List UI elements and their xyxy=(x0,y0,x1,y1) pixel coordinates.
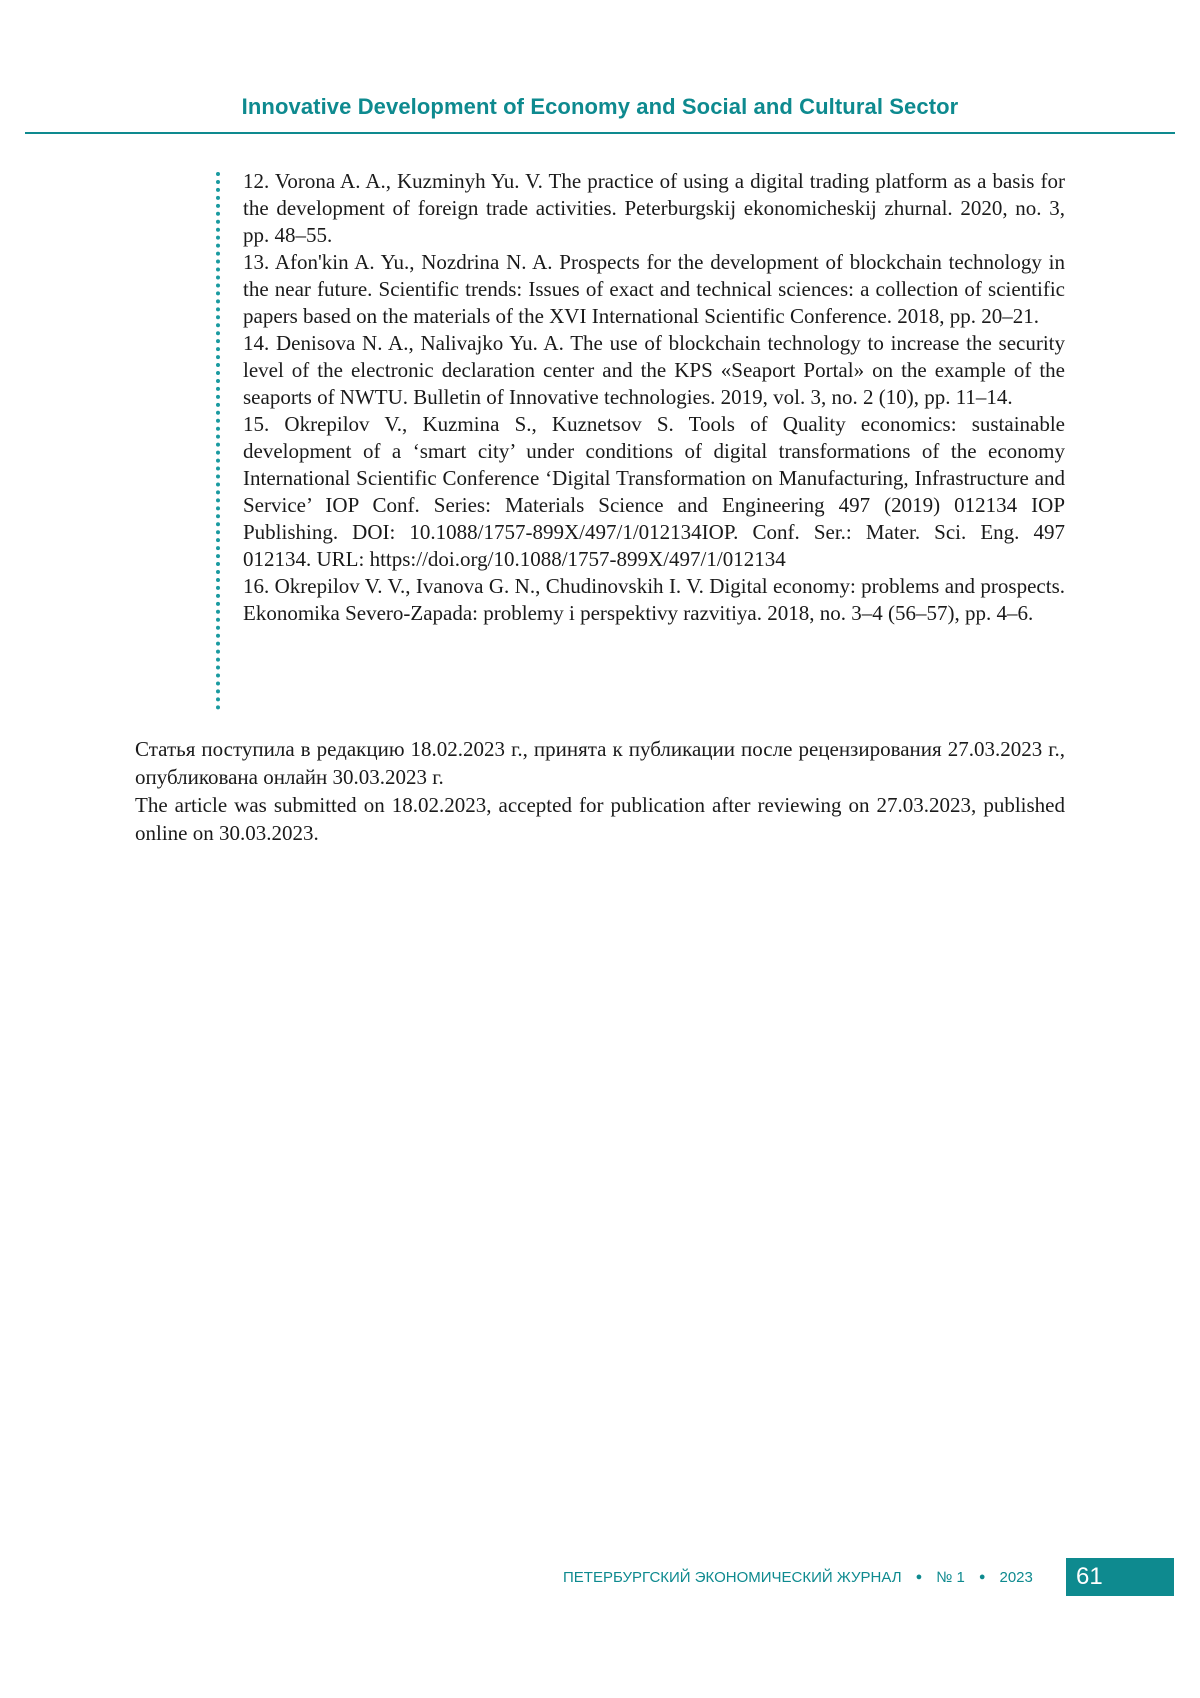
footer-issue-number: № 1 xyxy=(936,1568,965,1586)
article-dates xyxy=(135,735,1065,847)
footer-separator-dot-icon: ● xyxy=(978,1571,986,1583)
footer-year: 2023 xyxy=(999,1568,1033,1586)
article-dates-ru: Статья поступила в редакцию 18.02.2023 г., принята к публикации после рецензирования 27.03.2023 г., опубликована онлайн 30.03.2023 г. xyxy=(135,737,1065,789)
reference-item-15: 15. Okrepilov V., Kuzmina S., Kuznetsov S. Tools of Quality economics: sustainable development of a ‘smart city’ under conditions of digital transformations of the economy International Scientific Conference ‘Digital Transformation on Manufacturing, Infrastructure and Service’ IOP Conf. Series: Materials Science and Engineering 497 (2019) 012134 IOP Publishing. DOI: 10.1088/1757-899X/497/1/012134IOP. Conf. Ser.: Mater. Sci. Eng. 497 012134. URL: https://doi.org/10.1088/1757-899X/497/1/012134 xyxy=(243,412,1065,571)
reference-item-12: 12. Vorona A. A., Kuzminyh Yu. V. The practice of using a digital trading platform as a basis for the development of foreign trade activities. Peterburgskij ekonomicheskij zhurnal. 2020, no. 3, pp. 48–55. xyxy=(243,169,1065,247)
page-number: 61 xyxy=(1066,1558,1174,1596)
reference-list xyxy=(243,168,1065,627)
running-footer xyxy=(563,1558,1033,1596)
running-header-title: Innovative Development of Economy and Social and Cultural Sector xyxy=(241,94,959,119)
reference-item-14: 14. Denisova N. A., Nalivajko Yu. A. The use of blockchain technology to increase the security level of the electronic declaration center and the KPS «Seaport Portal» on the example of the seaports of NWTU. Bulletin of Innovative technologies. 2019, vol. 3, no. 2 (10), pp. 11–14. xyxy=(243,331,1065,409)
footer-separator-dot-icon: ● xyxy=(915,1571,923,1583)
article-dates-en: The article was submitted on 18.02.2023, accepted for publication after reviewing on 27.03.2023, published online on 30.03.2023. xyxy=(135,793,1065,845)
reference-item-16: 16. Okrepilov V. V., Ivanova G. N., Chudinovskih I. V. Digital economy: problems and prospects. Ekonomika Severo-Zapada: problemy i perspektivy razvitiya. 2018, no. 3–4 (56–57), pp. 4–6. xyxy=(243,574,1065,625)
header-divider xyxy=(25,132,1175,134)
references-dotted-rule xyxy=(216,172,220,710)
footer-journal-name: ПЕТЕРБУРГСКИЙ ЭКОНОМИЧЕСКИЙ ЖУРНАЛ xyxy=(563,1568,902,1586)
reference-item-13: 13. Afon'kin A. Yu., Nozdrina N. A. Prospects for the development of blockchain technology in the near future. Scientific trends: Issues of exact and technical sciences: a collection of scientific papers based on the materials of the XVI International Scientific Conference. 2018, pp. 20–21. xyxy=(243,250,1065,328)
